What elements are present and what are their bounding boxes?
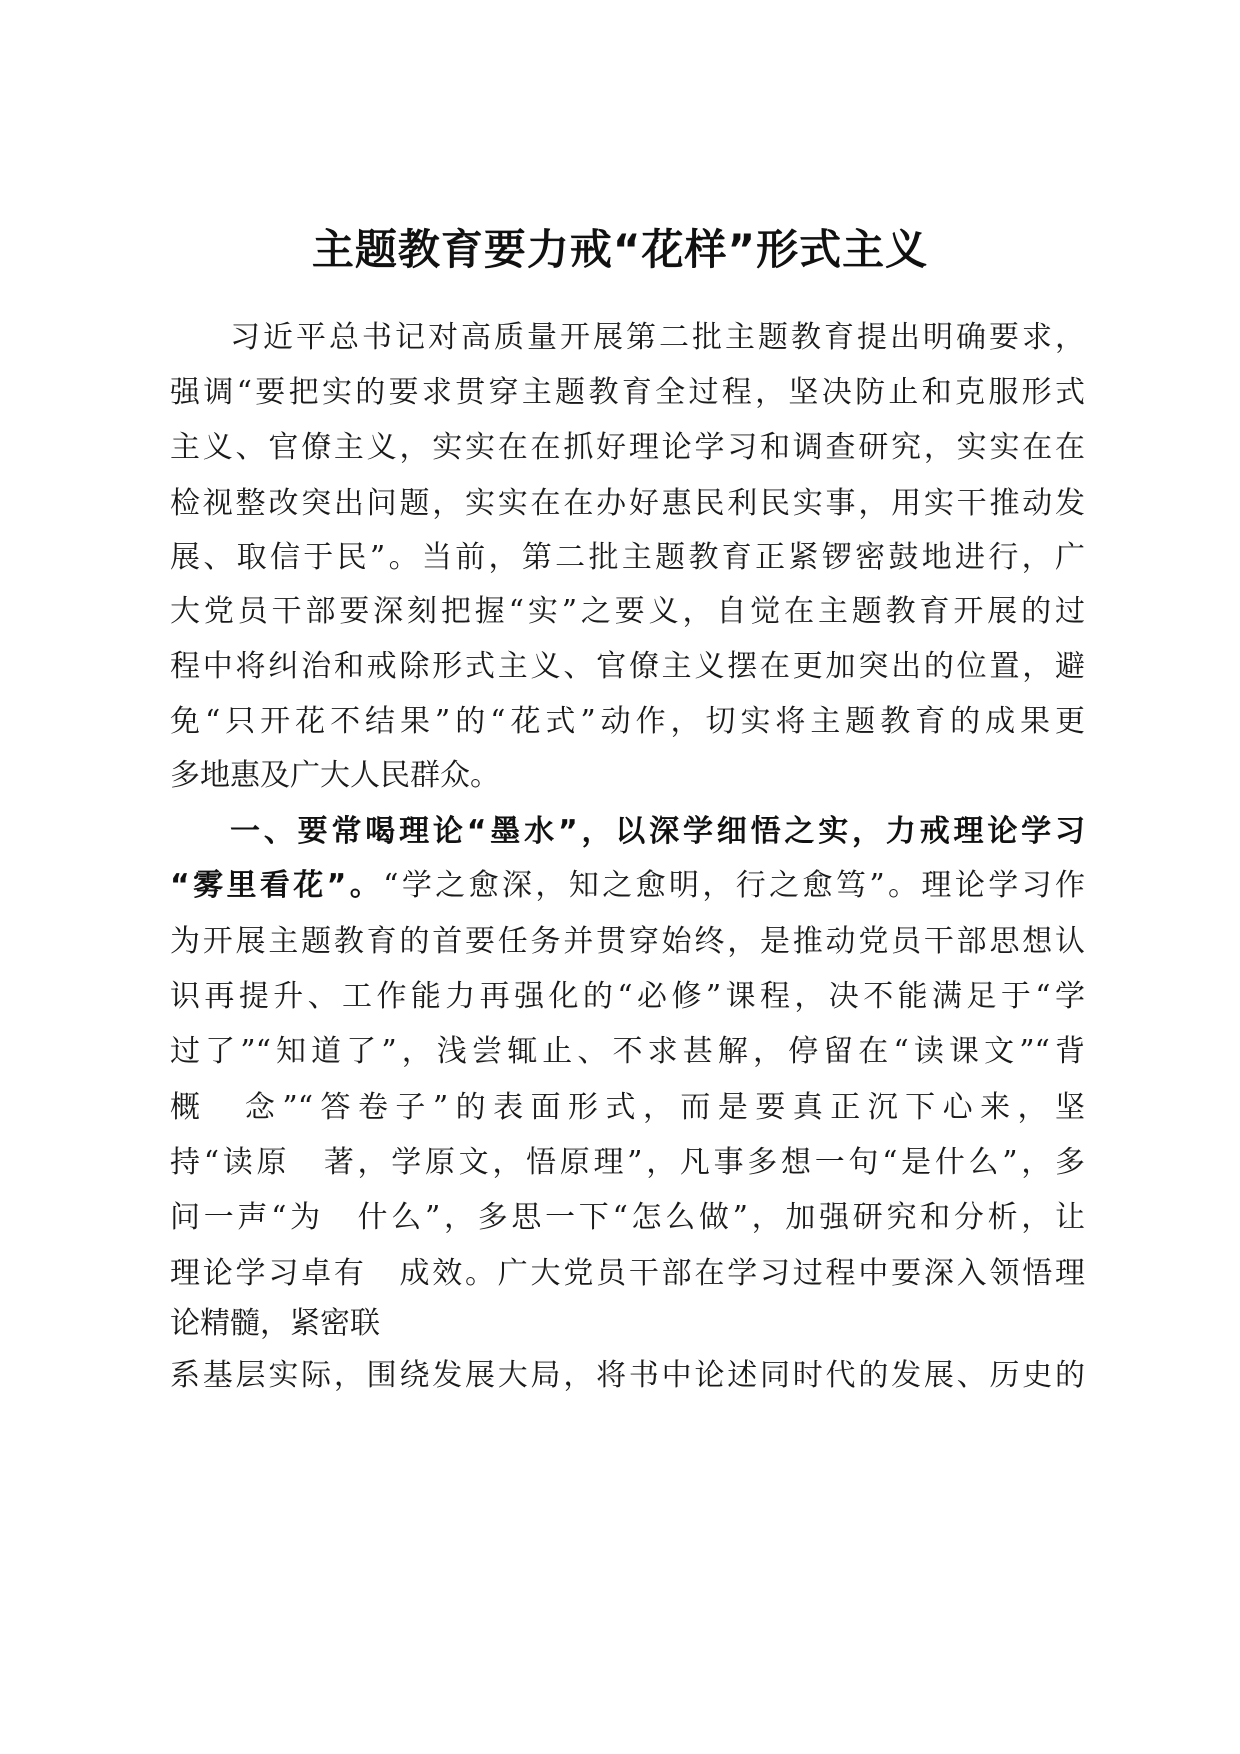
section-1-line-11: 系基层实际，围绕发展大局，将书中论述同时代的发展、历史的	[170, 1358, 1085, 1393]
section-1-heading-line-1	[230, 812, 1085, 852]
section-1-line-3: 为开展主题教育的首要任务并贯穿始终，是推动党员干部思想认	[170, 924, 1085, 959]
document-title: 主题教育要力戒“花样”形式主义	[311, 225, 929, 274]
paragraph-1-line-9: 多地惠及广大人民群众。	[170, 758, 500, 793]
paragraph-1-line-4: 检视整改突出问题，实实在在办好惠民利民实事，用实干推动发	[170, 486, 1085, 521]
paragraph-1-line-1: 习近平总书记对高质量开展第二批主题教育提出明确要求，	[230, 320, 1085, 355]
paragraph-1-line-6: 大党员干部要深刻把握“实”之要义，自觉在主题教育开展的过	[170, 594, 1085, 629]
paragraph-1-line-3: 主义、官僚主义，实实在在抓好理论学习和调查研究，实实在在	[170, 430, 1085, 465]
section-1-line-2-text: “学之愈深，知之愈明，行之愈笃”。理论学习作	[383, 868, 1085, 903]
section-1-heading-text: 一、要常喝理论“墨水”，以深学细悟之实，力戒理论学习	[230, 814, 1085, 849]
section-1-heading-tail: “雾里看花”。	[170, 868, 384, 903]
paragraph-1-line-8: 免“只开花不结果”的“花式”动作，切实将主题教育的成果更	[170, 704, 1085, 739]
section-1-line-6: 概 念”“答卷子”的表面形式，而是要真正沉下心来，坚	[170, 1090, 1085, 1125]
section-1-line-2	[170, 866, 1085, 906]
section-1-line-8: 问一声“为 什么”，多思一下“怎么做”，加强研究和分析，让	[170, 1200, 1085, 1235]
section-1-line-10: 论精髓，紧密联	[170, 1306, 380, 1341]
section-1-line-4: 识再提升、工作能力再强化的“必修”课程，决不能满足于“学	[170, 979, 1085, 1014]
paragraph-1-line-7: 程中将纠治和戒除形式主义、官僚主义摆在更加突出的位置，避	[170, 649, 1085, 684]
paragraph-1-line-5: 展、取信于民”。当前，第二批主题教育正紧锣密鼓地进行，广	[170, 540, 1085, 575]
section-1-line-5: 过了”“知道了”，浅尝辄止、不求甚解，停留在“读课文”“背	[170, 1034, 1085, 1069]
paragraph-1-line-2: 强调“要把实的要求贯穿主题教育全过程，坚决防止和克服形式	[170, 375, 1085, 410]
section-1-line-9: 理论学习卓有 成效。广大党员干部在学习过程中要深入领悟理	[170, 1256, 1085, 1291]
section-1-line-7: 持“读原 著，学原文，悟原理”，凡事多想一句“是什么”，多	[170, 1145, 1085, 1180]
